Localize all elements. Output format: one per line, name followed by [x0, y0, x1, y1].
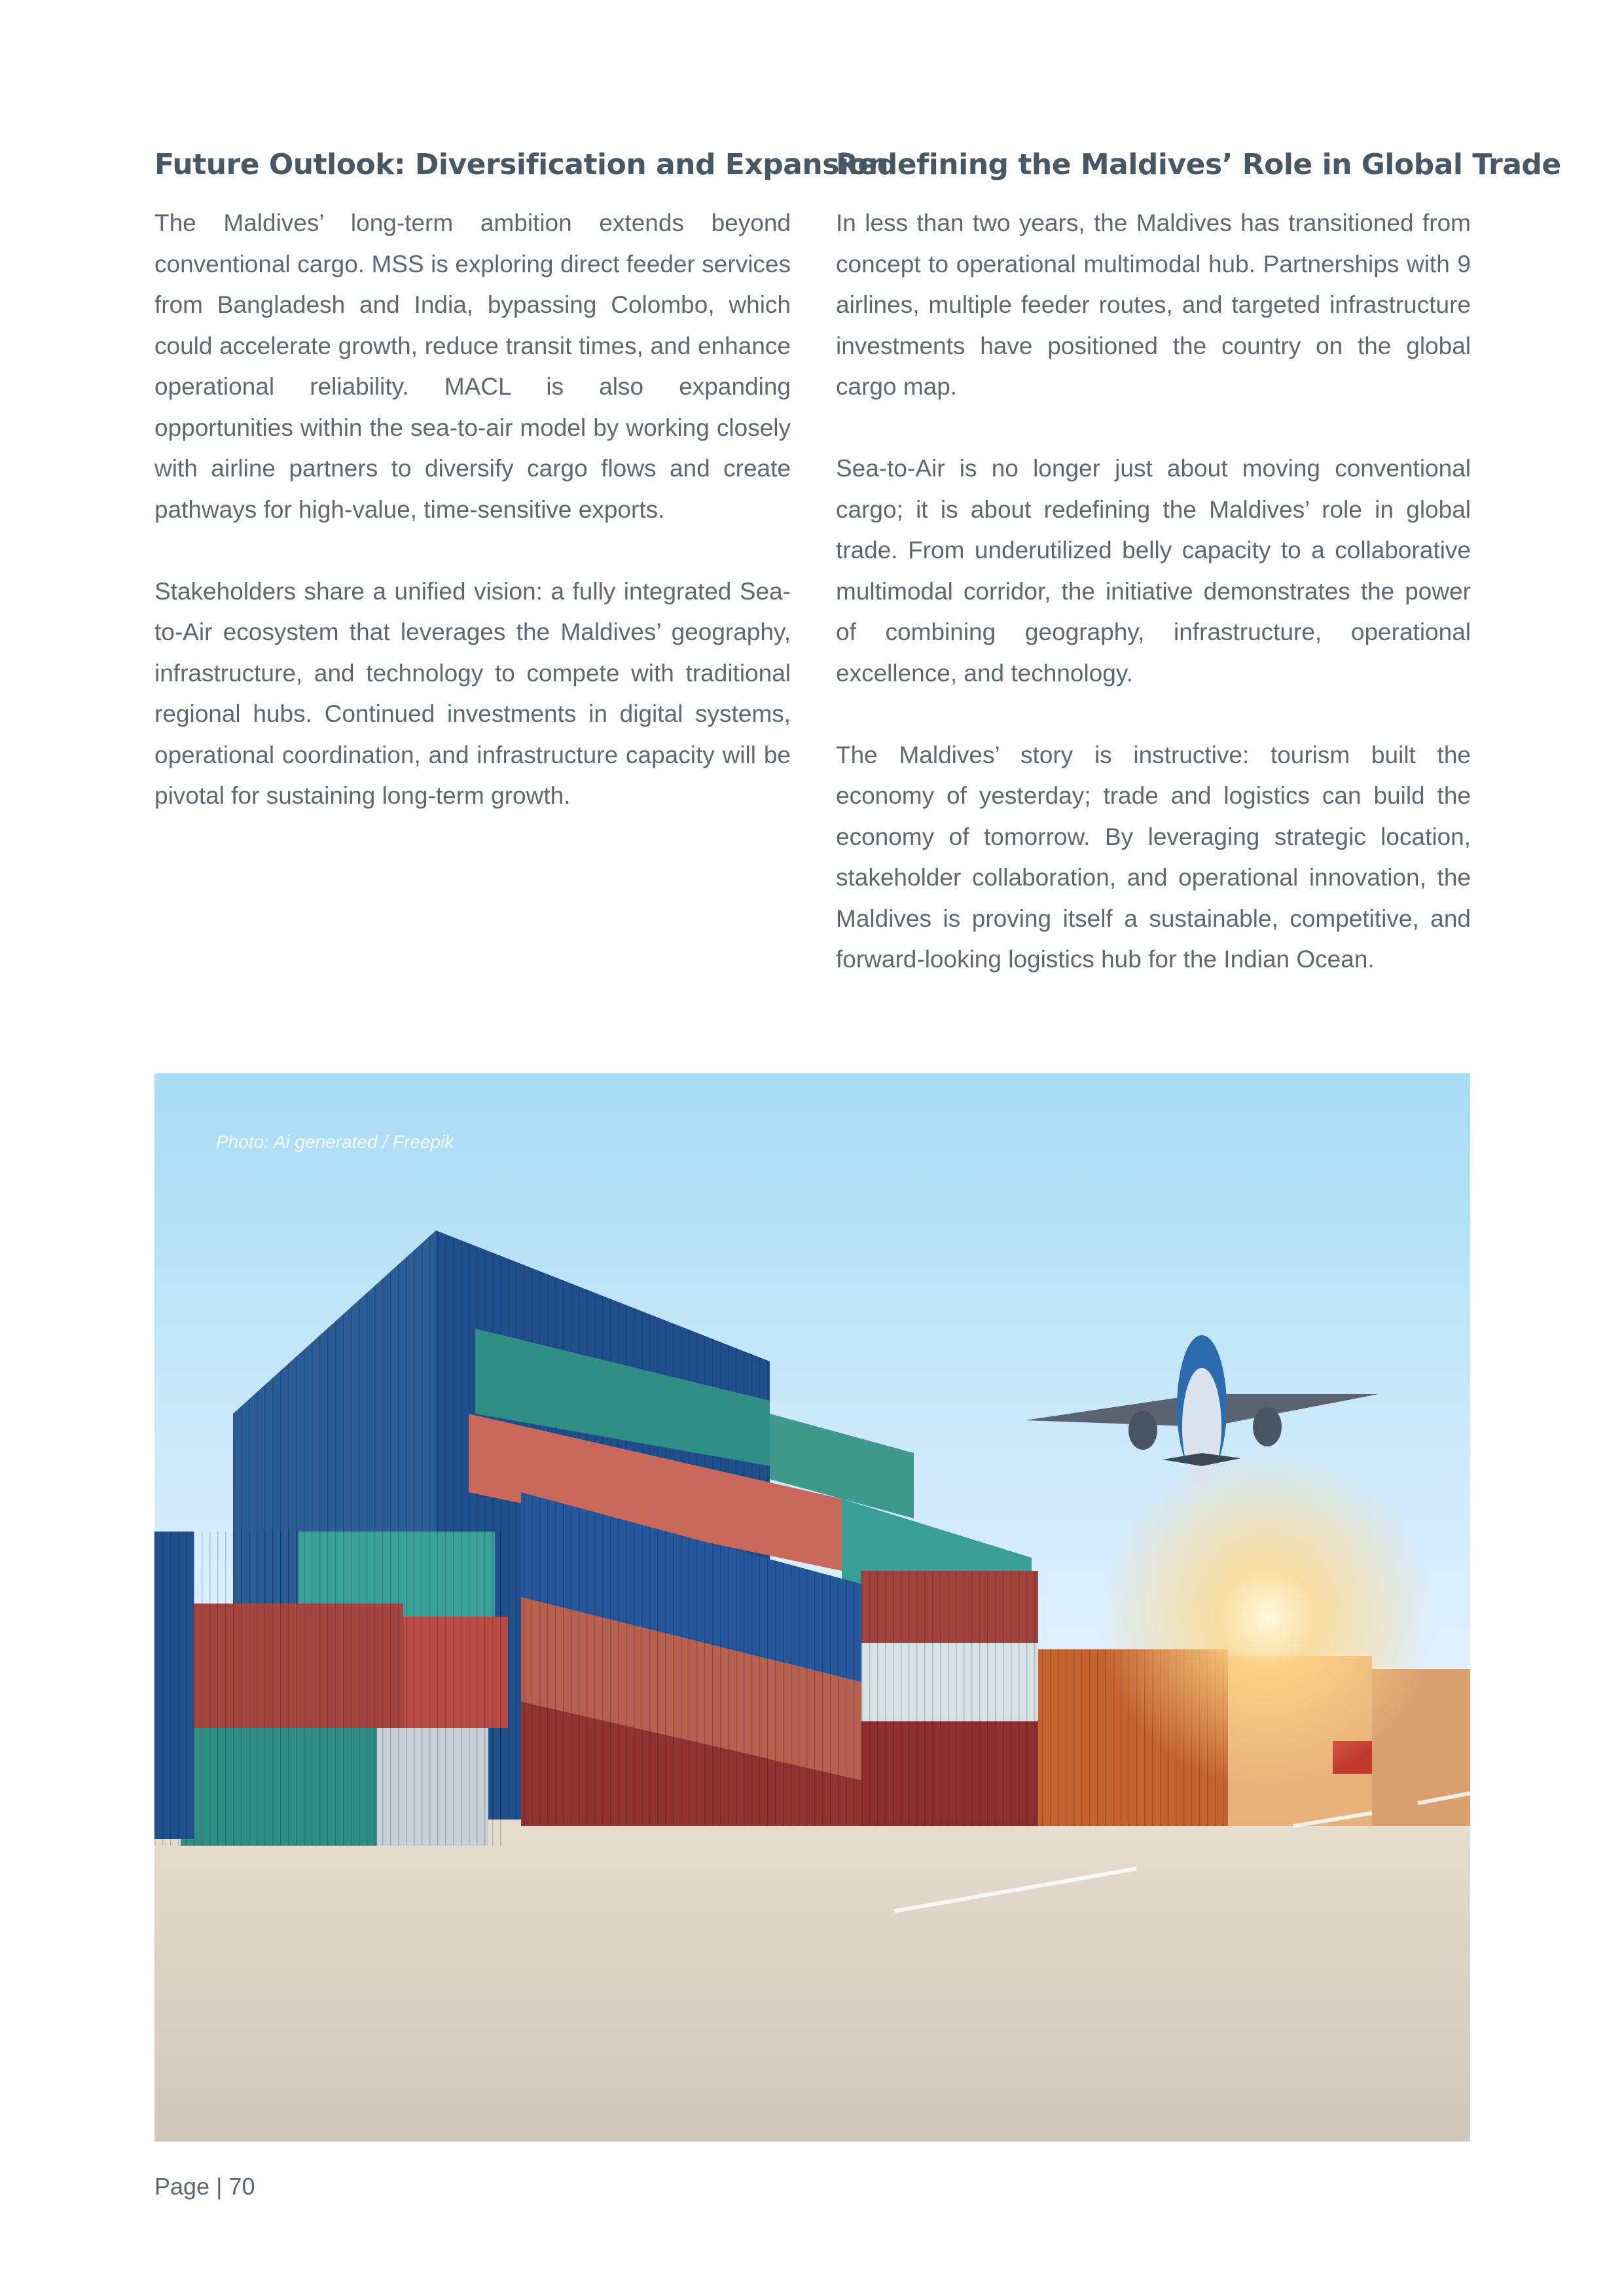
paragraph: Sea-to-Air is no longer just about moving conventional cargo; it is about redefining the Maldives’ role in global trade. From underutilized belly capacity to a collaborative multimodal corridor, the initiative demonstrates the power of combining geography, infrastructure, operational excellence, and technology.	[836, 455, 1471, 687]
right-column	[836, 145, 1561, 1021]
container-yard-illustration	[154, 1073, 1470, 2142]
paragraph: Stakeholders share a unified vision: a fully integrated Sea-to-Air ecosystem that leverages the Maldives’ geography, infrastructure, and technology to compete with traditional regional hubs. Continued investments in digital systems, operational coordination, and infrastructure capacity will be pivotal for sustaining long-term growth.	[154, 577, 791, 809]
section-heading-redefining-role: Redefining the Maldives’ Role in Global Trade	[836, 148, 1561, 181]
page-number: Page | 70	[154, 2173, 255, 2200]
paragraph: The Maldives’ story is instructive: tourism built the economy of yesterday; trade and logistics can build the economy of tomorrow. By leveraging strategic location, stakeholder collaboration, and operational innovation, the Maldives is proving itself a sustainable, competitive, and forward-looking logistics hub for the Indian Ocean.	[836, 741, 1471, 973]
photo-credit: Photo: Ai generated / Freepik	[216, 1132, 454, 1152]
container-yard-photo	[154, 1073, 1470, 2142]
paragraph: The Maldives’ long-term ambition extends beyond conventional cargo. MSS is exploring direct feeder services from Bangladesh and India, bypassing Colombo, which could accelerate growth, reduce transit times, and enhance operational reliability. MACL is also expanding opportunities within the sea-to-air model by working closely with airline partners to diversify cargo flows and create pathways for high-value, time-sensitive exports.	[154, 209, 791, 523]
left-column	[154, 145, 889, 857]
section-heading-future-outlook: Future Outlook: Diversification and Expansion	[154, 148, 889, 181]
paragraph: In less than two years, the Maldives has transitioned from concept to operational multimodal hub. Partnerships with 9 airlines, multiple feeder routes, and targeted infrastructure investments have positioned the country on the global cargo map.	[836, 209, 1471, 400]
